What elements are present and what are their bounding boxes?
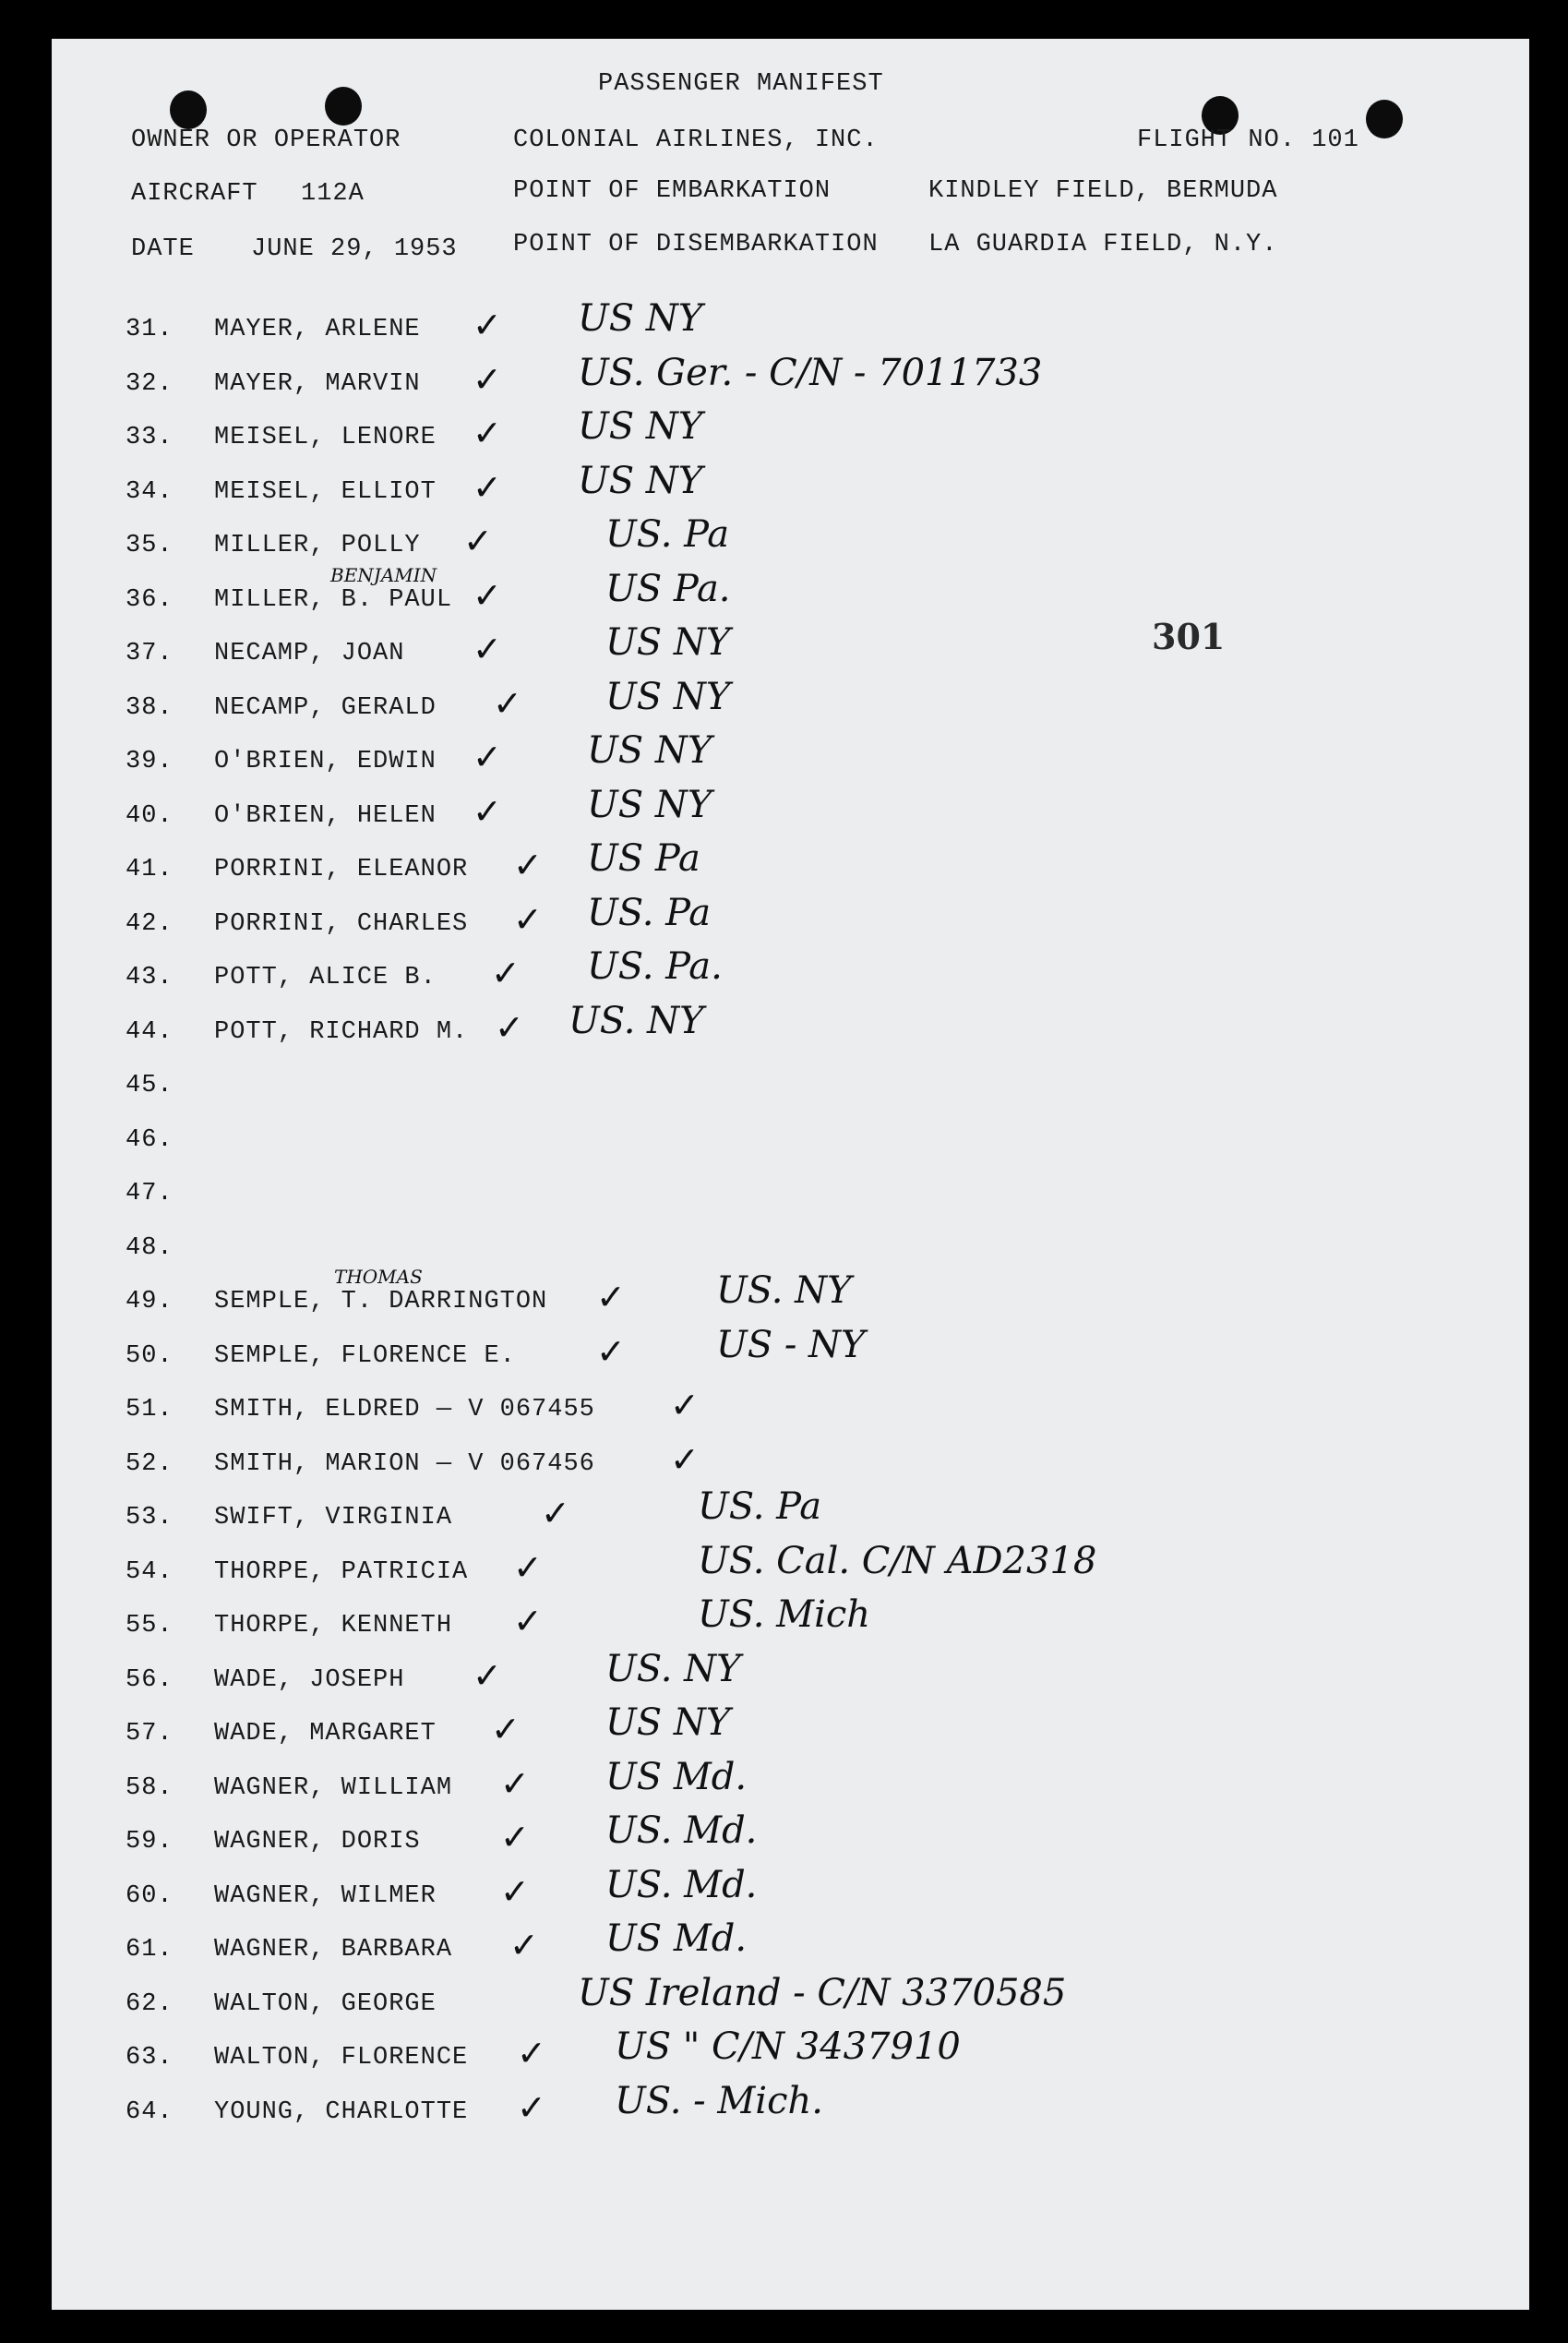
handwritten-citizenship-note: US Ireland - C/N 3370585 xyxy=(578,1971,1067,2014)
handwritten-name-correction: BENJAMIN xyxy=(330,563,437,586)
disembark-value: LA GUARDIA FIELD, N.Y. xyxy=(928,231,1278,258)
row-number: 34. xyxy=(126,477,174,506)
row-number: 56. xyxy=(126,1665,174,1694)
row-number: 50. xyxy=(126,1341,174,1370)
passenger-name: WADE, MARGARET xyxy=(214,1720,437,1748)
aircraft-value: 112A xyxy=(301,180,365,208)
passenger-name: MEISEL, ELLIOT xyxy=(214,477,437,506)
row-number: 44. xyxy=(126,1017,174,1046)
row-number: 47. xyxy=(126,1180,174,1208)
row-number: 43. xyxy=(126,964,174,991)
embark-value: KINDLEY FIELD, BERMUDA xyxy=(928,177,1278,205)
checkmark-icon: ✓ xyxy=(513,1601,543,1641)
handwritten-citizenship-note: US NY xyxy=(587,783,712,826)
checkmark-icon: ✓ xyxy=(493,682,522,724)
passenger-name: WAGNER, WILMER xyxy=(214,1881,437,1910)
passenger-name: WADE, JOSEPH xyxy=(214,1665,405,1694)
handwritten-citizenship-note: US. Pa xyxy=(698,1485,822,1528)
row-number: 49. xyxy=(126,1288,174,1316)
passenger-name: SEMPLE, T. DARRINGTON xyxy=(214,1288,548,1316)
passenger-name: NECAMP, JOAN xyxy=(214,640,405,667)
row-number: 46. xyxy=(126,1125,174,1154)
handwritten-citizenship-note: US. Cal. C/N AD2318 xyxy=(698,1539,1097,1582)
checkmark-icon: ✓ xyxy=(517,2033,546,2073)
handwritten-citizenship-note: US " C/N 3437910 xyxy=(615,2025,961,2068)
disembark-label: POINT OF DISEMBARKATION xyxy=(513,231,879,258)
checkmark-icon: ✓ xyxy=(517,2086,546,2128)
checkmark-icon: ✓ xyxy=(500,1817,530,1857)
handwritten-citizenship-note: US NY xyxy=(587,729,712,772)
checkmark-icon: ✓ xyxy=(473,466,502,508)
checkmark-icon: ✓ xyxy=(513,845,543,885)
row-number: 57. xyxy=(126,1720,174,1748)
handwritten-citizenship-note: US Pa. xyxy=(605,567,731,610)
checkmark-icon: ✓ xyxy=(541,1493,570,1533)
checkmark-icon: ✓ xyxy=(473,1654,502,1696)
handwritten-citizenship-note: US. Md. xyxy=(605,1809,758,1852)
row-number: 51. xyxy=(126,1396,174,1424)
checkmark-icon: ✓ xyxy=(495,1006,524,1048)
flight-label: FLIGHT NO. 101 xyxy=(1137,126,1359,154)
manifest-page xyxy=(52,39,1529,2310)
handwritten-citizenship-note: US. Ger. - C/N - 7011733 xyxy=(578,351,1043,394)
checkmark-icon: ✓ xyxy=(670,1438,700,1480)
passenger-name: SMITH, MARION — V 067456 xyxy=(214,1449,595,1478)
passenger-name: YOUNG, CHARLOTTE xyxy=(214,2097,469,2126)
checkmark-icon: ✓ xyxy=(491,1709,521,1749)
handwritten-citizenship-note: US - NY xyxy=(716,1323,866,1366)
row-number: 53. xyxy=(126,1504,174,1532)
aircraft-label: AIRCRAFT xyxy=(131,180,258,208)
row-number: 62. xyxy=(126,1989,174,2018)
row-number: 33. xyxy=(126,424,174,451)
passenger-name: THORPE, KENNETH xyxy=(214,1612,453,1640)
checkmark-icon: ✓ xyxy=(473,629,502,669)
passenger-name: NECAMP, GERALD xyxy=(214,693,437,722)
checkmark-icon: ✓ xyxy=(473,737,502,777)
checkmark-icon: ✓ xyxy=(513,1546,543,1588)
passenger-name: SMITH, ELDRED — V 067455 xyxy=(214,1396,595,1424)
handwritten-citizenship-note: US. NY xyxy=(569,999,704,1042)
handwritten-citizenship-note: US NY xyxy=(578,297,703,340)
passenger-name: POTT, ALICE B. xyxy=(214,964,437,991)
embark-label: POINT OF EMBARKATION xyxy=(513,177,832,205)
handwritten-citizenship-note: US. NY xyxy=(716,1269,852,1312)
punch-hole xyxy=(170,90,207,129)
row-number: 63. xyxy=(126,2044,174,2072)
checkmark-icon: ✓ xyxy=(513,898,543,940)
handwritten-citizenship-note: US. Pa xyxy=(587,891,712,934)
passenger-name: WALTON, FLORENCE xyxy=(214,2044,469,2072)
row-number: 41. xyxy=(126,856,174,883)
handwritten-citizenship-note: US. Pa xyxy=(605,513,730,556)
date-label: DATE xyxy=(131,235,195,263)
row-number: 58. xyxy=(126,1773,174,1802)
passenger-name: PORRINI, CHARLES xyxy=(214,909,469,938)
punch-hole xyxy=(1366,100,1403,138)
handwritten-citizenship-note: US NY xyxy=(605,675,731,718)
handwritten-citizenship-note: US. Mich xyxy=(698,1593,871,1636)
page-number-stamp: 301 xyxy=(1152,616,1226,657)
handwritten-citizenship-note: US. Md. xyxy=(605,1863,758,1906)
row-number: 45. xyxy=(126,1072,174,1099)
passenger-name: POTT, RICHARD M. xyxy=(214,1017,469,1046)
checkmark-icon: ✓ xyxy=(473,574,502,616)
checkmark-icon: ✓ xyxy=(596,1277,626,1317)
checkmark-icon: ✓ xyxy=(491,953,521,993)
checkmark-icon: ✓ xyxy=(596,1330,626,1372)
passenger-name: MEISEL, LENORE xyxy=(214,424,437,451)
handwritten-citizenship-note: US. Pa. xyxy=(587,945,723,988)
row-number: 31. xyxy=(126,316,174,343)
owner-value: COLONIAL AIRLINES, INC. xyxy=(513,126,879,154)
checkmark-icon: ✓ xyxy=(500,1762,530,1804)
passenger-name: PORRINI, ELEANOR xyxy=(214,856,469,883)
row-number: 55. xyxy=(126,1612,174,1640)
handwritten-citizenship-note: US NY xyxy=(605,621,731,664)
handwritten-citizenship-note: US NY xyxy=(578,459,703,502)
passenger-name: SWIFT, VIRGINIA xyxy=(214,1504,453,1532)
row-number: 37. xyxy=(126,640,174,667)
passenger-name: SEMPLE, FLORENCE E. xyxy=(214,1341,516,1370)
handwritten-citizenship-note: US Md. xyxy=(605,1755,748,1798)
row-number: 61. xyxy=(126,1936,174,1964)
passenger-name: THORPE, PATRICIA xyxy=(214,1557,469,1586)
row-number: 64. xyxy=(126,2097,174,2126)
checkmark-icon: ✓ xyxy=(500,1870,530,1912)
checkmark-icon: ✓ xyxy=(670,1385,700,1425)
handwritten-citizenship-note: US. NY xyxy=(605,1647,741,1690)
checkmark-icon: ✓ xyxy=(473,413,502,453)
row-number: 40. xyxy=(126,801,174,830)
handwritten-name-correction: THOMAS xyxy=(334,1266,423,1288)
row-number: 38. xyxy=(126,693,174,722)
passenger-name: WAGNER, WILLIAM xyxy=(214,1773,453,1802)
checkmark-icon: ✓ xyxy=(473,305,502,345)
handwritten-citizenship-note: US. - Mich. xyxy=(615,2079,823,2122)
passenger-name: MILLER, B. PAUL xyxy=(214,585,453,614)
row-number: 42. xyxy=(126,909,174,938)
checkmark-icon: ✓ xyxy=(473,790,502,832)
punch-hole xyxy=(325,87,362,126)
passenger-name: WAGNER, DORIS xyxy=(214,1828,421,1856)
handwritten-citizenship-note: US NY xyxy=(605,1701,731,1744)
passenger-name: O'BRIEN, HELEN xyxy=(214,801,437,830)
row-number: 52. xyxy=(126,1449,174,1478)
handwritten-citizenship-note: US Md. xyxy=(605,1917,748,1960)
handwritten-citizenship-note: US Pa xyxy=(587,837,700,880)
row-number: 59. xyxy=(126,1828,174,1856)
passenger-name: MILLER, POLLY xyxy=(214,532,421,559)
checkmark-icon: ✓ xyxy=(509,1925,539,1965)
date-value: JUNE 29, 1953 xyxy=(251,235,458,263)
checkmark-icon: ✓ xyxy=(463,521,493,561)
row-number: 32. xyxy=(126,369,174,398)
row-number: 54. xyxy=(126,1557,174,1586)
row-number: 35. xyxy=(126,532,174,559)
passenger-name: WAGNER, BARBARA xyxy=(214,1936,453,1964)
row-number: 48. xyxy=(126,1233,174,1262)
row-number: 60. xyxy=(126,1881,174,1910)
handwritten-citizenship-note: US NY xyxy=(578,405,703,448)
checkmark-icon: ✓ xyxy=(473,358,502,400)
passenger-name: MAYER, MARVIN xyxy=(214,369,421,398)
manifest-title: PASSENGER MANIFEST xyxy=(598,70,884,98)
row-number: 39. xyxy=(126,748,174,775)
passenger-name: WALTON, GEORGE xyxy=(214,1989,437,2018)
passenger-name: MAYER, ARLENE xyxy=(214,316,421,343)
owner-label: OWNER OR OPERATOR xyxy=(131,126,401,154)
row-number: 36. xyxy=(126,585,174,614)
passenger-name: O'BRIEN, EDWIN xyxy=(214,748,437,775)
